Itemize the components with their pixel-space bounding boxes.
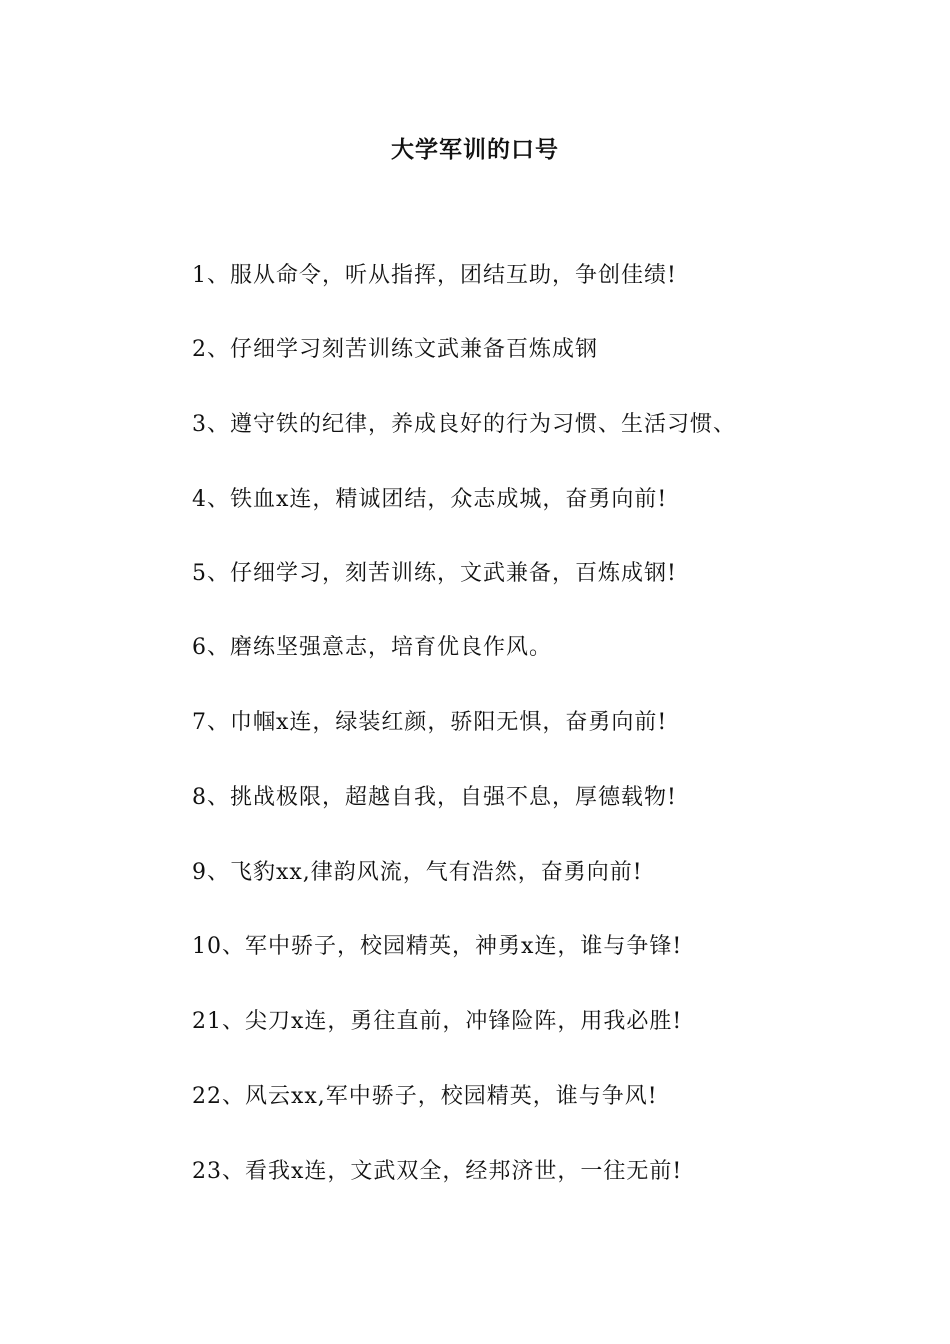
document-title: 大学军训的口号 (391, 137, 559, 163)
slogan-item: 1、服从命令，听从指挥，团结互助，争创佳绩! (192, 263, 677, 288)
slogan-item: 9、飞豹xx,律韵风流，气有浩然，奋勇向前! (192, 860, 643, 885)
slogan-item: 3、遵守铁的纪律，养成良好的行为习惯、生活习惯、 (192, 412, 736, 437)
slogan-item: 7、巾帼x连，绿装红颜，骄阳无惧，奋勇向前! (192, 710, 668, 735)
slogan-item: 4、铁血x连，精诚团结，众志成城，奋勇向前! (192, 487, 668, 512)
slogan-item: 6、磨练坚强意志，培育优良作风。 (192, 635, 552, 660)
slogan-item: 23、看我x连，文武双全，经邦济世，一往无前! (192, 1159, 683, 1184)
slogan-item: 21、尖刀x连，勇往直前，冲锋险阵，用我必胜! (192, 1009, 683, 1034)
slogan-item: 2、仔细学习刻苦训练文武兼备百炼成钢 (192, 337, 598, 362)
slogan-item: 8、挑战极限，超越自我，自强不息，厚德载物! (192, 785, 677, 810)
slogan-item: 22、风云xx,军中骄子，校园精英，谁与争风! (192, 1084, 658, 1109)
slogan-item: 10、军中骄子，校园精英，神勇x连，谁与争锋! (192, 934, 683, 959)
slogan-item: 5、仔细学习，刻苦训练，文武兼备，百炼成钢! (192, 561, 677, 586)
